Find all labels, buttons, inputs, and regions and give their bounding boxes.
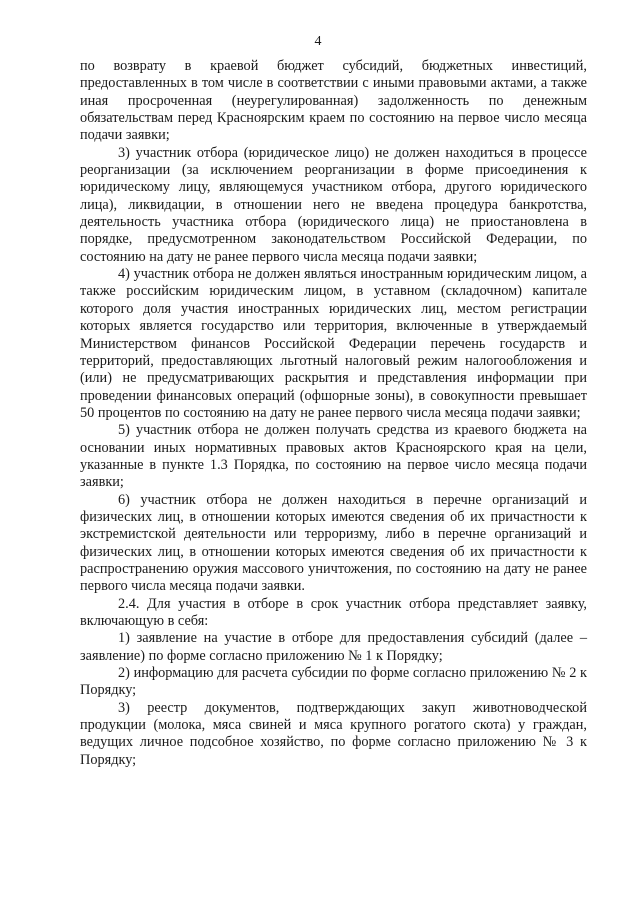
paragraph-continuation: по возврату в краевой бюджет субсидий, бюджетных инвестиций, предоставленных в том числе в соответствии с иными правовыми актами, а также иная просроченная (неурегулированная) задолженность по денежным обязательствам перед Красноярским краем по состоянию на первое число месяца подачи заявки; — [80, 58, 587, 144]
paragraph-list-item-2: 2) информацию для расчета субсидии по форме согласно приложению № 2 к Порядку; — [80, 665, 587, 699]
paragraph-item-3: 3) участник отбора (юридическое лицо) не должен находиться в процессе реорганизации (за исключением реорганизации в форме присоединения к юридическому лицу, являющемуся участником отбора, другого юридического лица), ликвидации, в отношении него не введена процедура банкротства, деятельность участника отбора (юридического лица) не приостановлена в порядке, предусмотренном законодательством Российской Федерации, по состоянию на дату не ранее первого числа месяца подачи заявки; — [80, 144, 587, 265]
paragraph-item-6: 6) участник отбора не должен находиться в перечне организаций и физических лиц, в отношении которых имеются сведения об их причастности к экстремистской деятельности или терроризму, либо в перечне организаций и физических лиц, в отношении которых имеются сведения об их причастности к распространению оружия массового уничтожения, по состоянию на дату не ранее первого числа месяца подачи заявки. — [80, 491, 587, 595]
document-body — [80, 58, 587, 769]
paragraph-item-4: 4) участник отбора не должен являться иностранным юридическим лицом, а также российским юридическим лицом, в уставном (складочном) капитале которого доля участия иностранных юридических лиц, местом регистрации которых является государство или территория, включенные в утверждаемый Министерством финансов Российской Федерации перечень государств и территорий, предоставляющих льготный налоговый режим налогообложения и (или) не предусматривающих раскрытия и представления информации при проведении финансовых операций (офшорные зоны), в совокупности превышает 50 процентов по состоянию на дату не ранее первого числа месяца подачи заявки; — [80, 266, 587, 421]
paragraph-list-item-1: 1) заявление на участие в отборе для предоставления субсидий (далее – заявление) по форме согласно приложению № 1 к Порядку; — [80, 630, 587, 664]
paragraph-list-item-3: 3) реестр документов, подтверждающих закуп животноводческой продукции (молока, мяса свиней и мяса крупного рогатого скота) у граждан, ведущих личное подсобное хозяйство, по форме согласно приложению № 3 к Порядку; — [80, 699, 587, 768]
page-number: 4 — [314, 34, 322, 49]
paragraph-item-5: 5) участник отбора не должен получать средства из краевого бюджета на основании иных нормативных правовых актов Красноярского края на цели, указанные в пункте 1.3 Порядка, по состоянию на первое число месяца подачи заявки; — [80, 422, 587, 491]
paragraph-section-2-4: 2.4. Для участия в отборе в срок участник отбора представляет заявку, включающую в себя: — [80, 595, 587, 629]
